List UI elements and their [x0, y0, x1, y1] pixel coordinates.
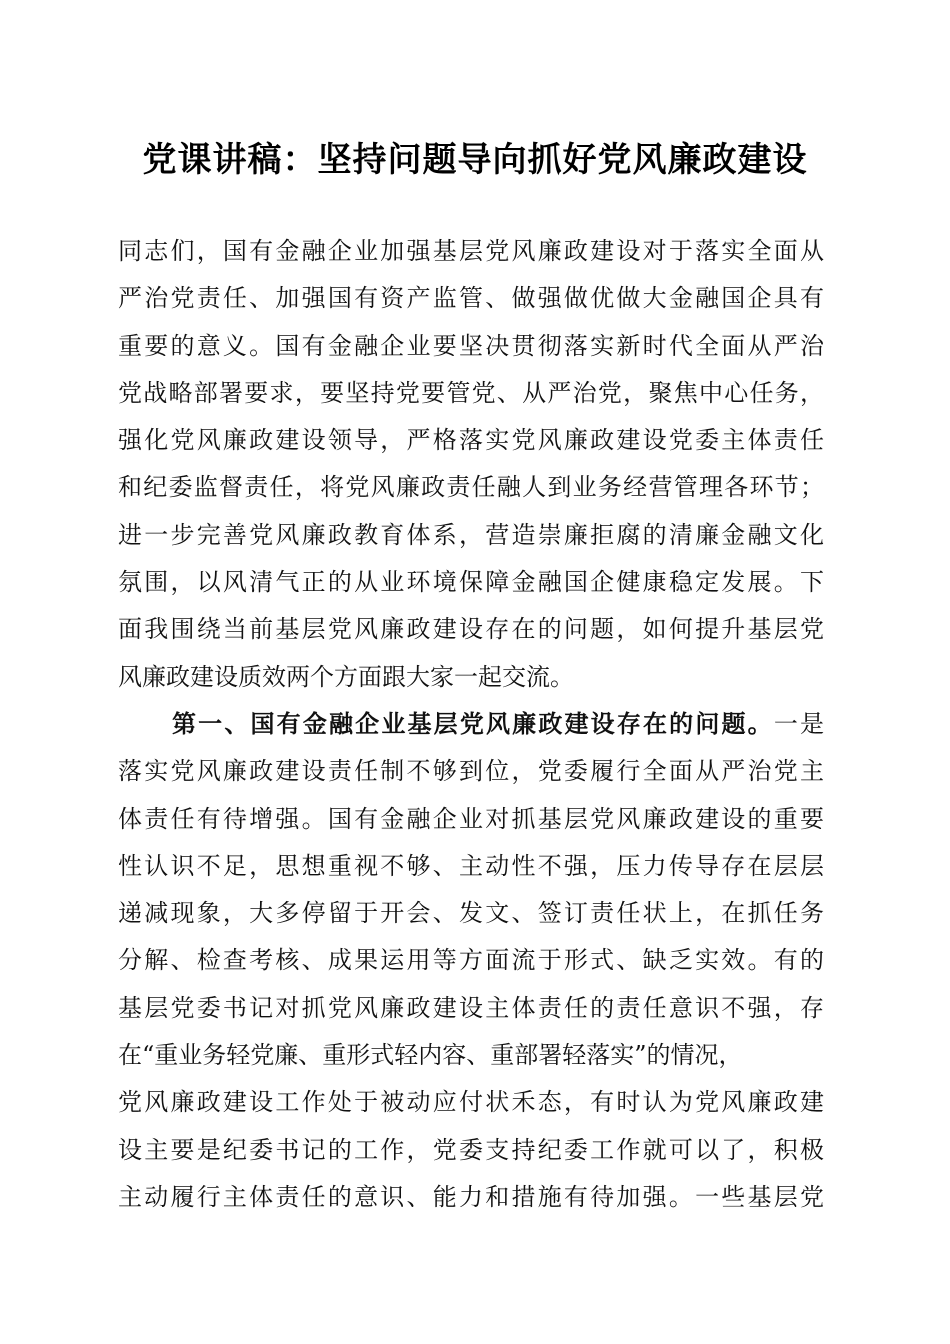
- paragraph-line: 严治党责任、加强国有资产监管、做强做优做大金融国企具有: [118, 284, 824, 313]
- paragraph-line: 分解、检查考核、成果运用等方面流于形式、缺乏实效。有的: [118, 946, 824, 975]
- paragraph-line: 在“重业务轻党廉、重形式轻内容、重部署轻落实”的情况，: [118, 1041, 743, 1070]
- paragraph-line: 和纪委监督责任，将党风廉政责任融人到业务经营管理各环节；: [118, 473, 824, 502]
- paragraph-line: 进一步完善党风廉政教育体系，营造崇廉拒腐的清廉金融文化: [118, 520, 824, 549]
- section-heading: 第一、国有金融企业基层党风廉政建设存在的问题。: [172, 709, 774, 738]
- paragraph-line: 强化党风廉政建设领导，严格落实党风廉政建设党委主体责任: [118, 426, 824, 455]
- paragraph-line: 落实党风廉政建设责任制不够到位，党委履行全面从严治党主: [118, 757, 824, 786]
- paragraph-line: 同志们，国有金融企业加强基层党风廉政建设对于落实全面从: [118, 237, 824, 265]
- paragraph-line: 主动履行主体责任的意识、能力和措施有待加强。一些基层党: [118, 1182, 824, 1211]
- paragraph-line: 氛围，以风清气正的从业环境保障金融国企健康稳定发展。下: [118, 568, 824, 597]
- paragraph-line: 性认识不足，思想重视不够、主动性不强，压力传导存在层层: [118, 851, 824, 880]
- paragraph-line: 体责任有待增强。国有金融企业对抓基层党风廉政建设的重要: [118, 804, 824, 833]
- paragraph-line: 基层党委书记对抓党风廉政建设主体责任的责任意识不强，存: [118, 993, 824, 1022]
- paragraph-line: 递减现象，大多停留于开会、发文、签订责任状上，在抓任务: [118, 899, 824, 928]
- paragraph-line: 面我围绕当前基层党风廉政建设存在的问题，如何提升基层党: [118, 615, 824, 644]
- document-body: [118, 228, 824, 1221]
- paragraph-line: 党风廉政建设工作处于被动应付状禾态，有时认为党风廉政建: [118, 1088, 824, 1117]
- document-title: 党课讲稿：坚持问题导向抓好党风廉政建设: [142, 140, 808, 180]
- section-heading-line: [118, 701, 824, 748]
- paragraph-line: 重要的意义。国有金融企业要坚决贯彻落实新时代全面从严治: [118, 331, 824, 360]
- paragraph-text: 一是: [773, 709, 824, 738]
- paragraph-line: 党战略部署要求，要坚持党要管党、从严治党，聚焦中心任务，: [118, 378, 824, 407]
- paragraph-line: 设主要是纪委书记的工作，党委支持纪委工作就可以了，积极: [118, 1135, 824, 1164]
- paragraph-line: 风廉政建设质效两个方面跟大家一起交流。: [118, 662, 574, 691]
